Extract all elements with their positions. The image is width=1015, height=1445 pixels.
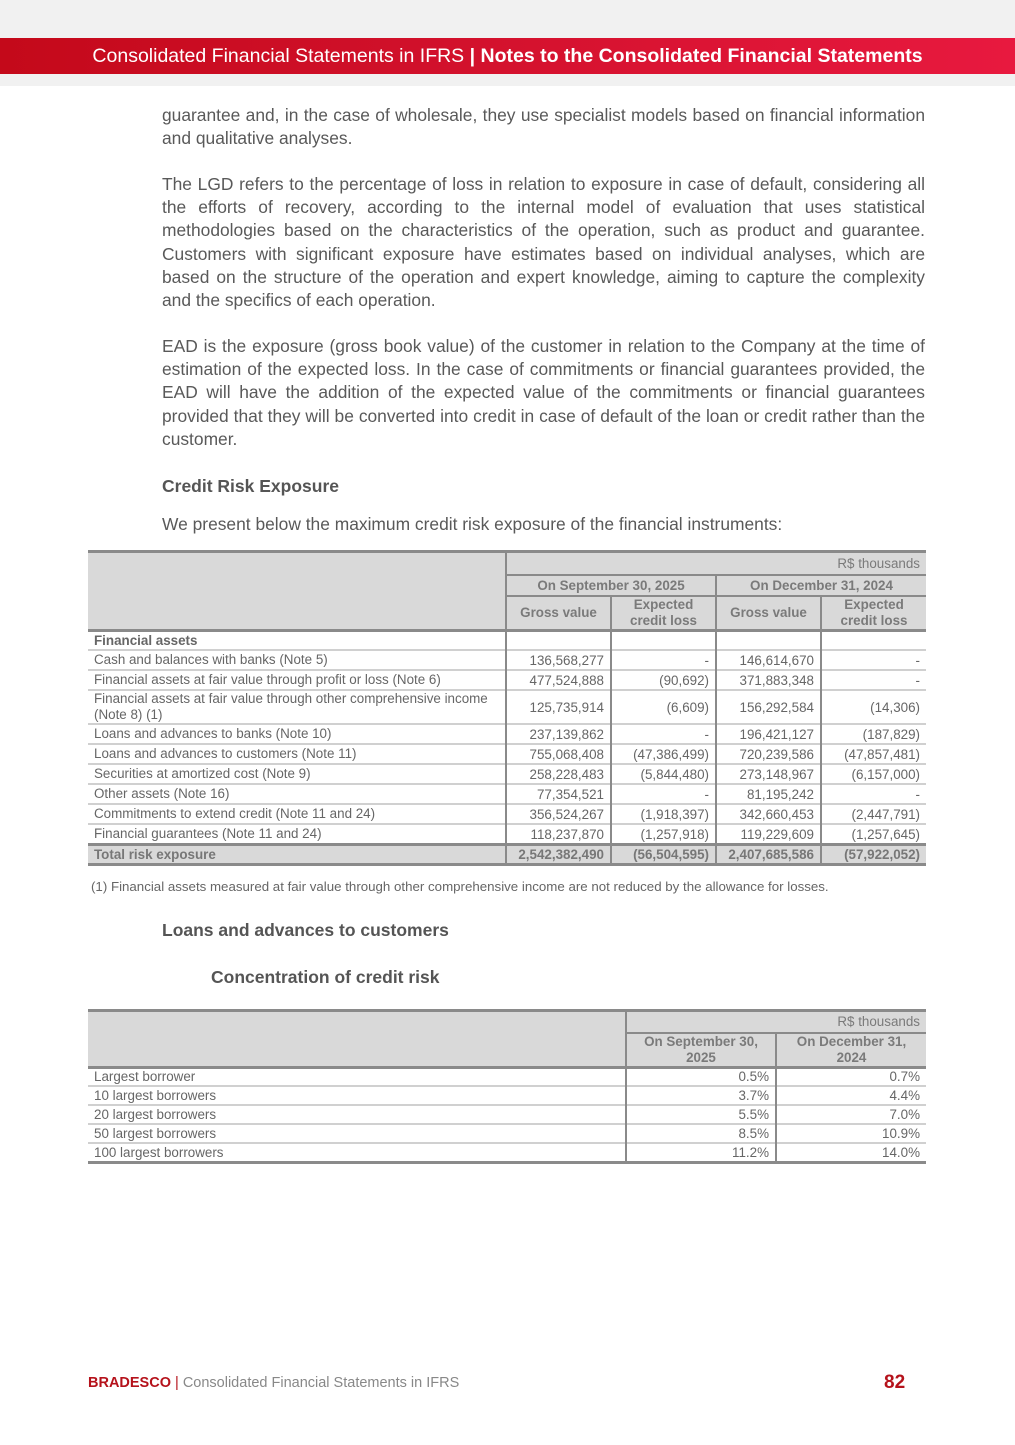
table-row [88, 670, 926, 690]
table-footnote: (1) Financial assets measured at fair value through other comprehensive income are not reduced by the allowance for losses. [91, 879, 829, 894]
paragraph-pd-models: guarantee and, in the case of wholesale, they use specialist models based on financial information and qualitative analyses. [162, 105, 925, 149]
gross-value-2024: 81,195,242 [716, 784, 821, 804]
row-label: Financial guarantees (Note 11 and 24) [88, 824, 506, 845]
unit-label: R$ thousands [626, 1011, 926, 1033]
table-row [88, 784, 926, 804]
page-top-margin [0, 0, 1015, 38]
share-sep-2025: 5.5% [626, 1105, 776, 1124]
ecl-2025: (90,692) [611, 670, 716, 690]
page-footer [88, 1375, 459, 1391]
total-row [88, 845, 926, 865]
ecl-2024: (47,857,481) [844, 746, 920, 762]
table-row [88, 764, 926, 784]
paragraph-ead: EAD is the exposure (gross book value) of the customer in relation to the Company at the time of estimation of the expected loss. In the case of commitments or financial guarantees provided, the EAD will have the addition of the expected value of the commitments or financial guarantees provided that they will be converted into credit in case of default of the loan or credit rather than the customer. [162, 336, 925, 449]
ecl-2025: - [611, 784, 716, 804]
period-header-dec-2024: On December 31, 2024 [776, 1033, 926, 1068]
total-gross-value-2025: 2,542,382,490 [506, 845, 611, 865]
footer-doc-title: Consolidated Financial Statements in IFRS [182, 1375, 460, 1391]
row-label: Cash and balances with banks (Note 5) [88, 650, 506, 670]
concentration-table [88, 1009, 926, 1164]
total-ecl-2024: (57,922,052) [821, 845, 926, 865]
gross-value-2024: 371,883,348 [716, 670, 821, 690]
header-separator: | [464, 45, 481, 67]
table-row [88, 1067, 926, 1086]
gross-value-2024: 196,421,127 [716, 724, 821, 744]
total-gross-value-2024: 2,407,685,586 [716, 845, 821, 865]
share-sep-2025: 8.5% [626, 1124, 776, 1143]
row-label: 20 largest borrowers [88, 1105, 626, 1124]
group-label: Financial assets [88, 630, 506, 650]
header-title: Notes to the Consolidated Financial Statements [480, 45, 923, 67]
ecl-2024: (14,306) [870, 699, 920, 715]
credit-risk-heading: Credit Risk Exposure [162, 476, 339, 496]
header-banner [0, 38, 1015, 74]
period-header-dec-2024: On December 31, 2024 [716, 575, 926, 596]
gross-value-2024: 273,148,967 [716, 764, 821, 784]
col-gross-value-2024: Gross value [716, 596, 821, 631]
ecl-2025: (1,257,918) [611, 824, 716, 845]
period-header-sep-2025: On September 30, 2025 [506, 575, 716, 596]
table-row [88, 1124, 926, 1143]
label-header-cell [88, 1011, 626, 1068]
gross-value-2025: 118,237,870 [506, 824, 611, 845]
col-ecl-2025: Expected credit loss [611, 596, 716, 631]
row-label: 50 largest borrowers [88, 1124, 626, 1143]
row-label: Financial assets at fair value through other comprehensive income (Note 8) (1) [88, 690, 506, 724]
gross-value-2025: 258,228,483 [506, 764, 611, 784]
ecl-2024: (1,257,645) [851, 826, 920, 842]
share-dec-2024: 0.7% [889, 1069, 920, 1085]
share-dec-2024: 7.0% [889, 1107, 920, 1122]
row-label: Loans and advances to banks (Note 10) [88, 724, 506, 744]
gross-value-2024: 342,660,453 [716, 804, 821, 824]
gross-value-2024: 119,229,609 [716, 824, 821, 845]
share-sep-2025: 3.7% [626, 1086, 776, 1105]
ecl-2024: (2,447,791) [851, 806, 920, 822]
share-dec-2024: 10.9% [882, 1126, 920, 1141]
row-label: 100 largest borrowers [88, 1143, 626, 1162]
ecl-2024: - [915, 672, 920, 688]
ecl-2025: - [611, 650, 716, 670]
gross-value-2024: 720,239,586 [716, 744, 821, 764]
row-label: Financial assets at fair value through profit or loss (Note 6) [88, 670, 506, 690]
ecl-2024: - [915, 786, 920, 802]
row-label: Loans and advances to customers (Note 11) [88, 744, 506, 764]
share-dec-2024: 4.4% [889, 1088, 920, 1103]
total-label: Total risk exposure [88, 845, 506, 865]
header-section: Consolidated Financial Statements in IFRS [92, 45, 465, 67]
gross-value-2025: 237,139,862 [506, 724, 611, 744]
period-header-sep-2025: On September 30, 2025 [626, 1033, 776, 1068]
header-divider [0, 74, 1015, 86]
table-row [88, 1086, 926, 1105]
gross-value-2025: 356,524,267 [506, 804, 611, 824]
ecl-2024: - [915, 652, 920, 668]
col-ecl-2024: Expected credit loss [821, 596, 926, 631]
page-number: 82 [884, 1372, 906, 1393]
footer-separator: | [175, 1375, 179, 1391]
share-dec-2024: 14.0% [882, 1144, 920, 1160]
row-label: Other assets (Note 16) [88, 784, 506, 804]
table-row [88, 650, 926, 670]
row-label: Largest borrower [88, 1067, 626, 1086]
table-row [88, 804, 926, 824]
share-sep-2025: 11.2% [626, 1143, 776, 1162]
row-label: Securities at amortized cost (Note 9) [88, 764, 506, 784]
gross-value-2024: 146,614,670 [716, 650, 821, 670]
label-header-cell [88, 552, 506, 631]
table-row [88, 1143, 926, 1162]
table-row [88, 690, 926, 724]
credit-risk-exposure-table [88, 550, 926, 866]
ecl-2024: (187,829) [862, 726, 920, 742]
table-row [88, 744, 926, 764]
col-gross-value-2025: Gross value [506, 596, 611, 631]
ecl-2025: (5,844,480) [611, 764, 716, 784]
table-row [88, 1105, 926, 1124]
credit-risk-intro: We present below the maximum credit risk exposure of the financial instruments: [162, 514, 783, 534]
row-label: 10 largest borrowers [88, 1086, 626, 1105]
loans-heading: Loans and advances to customers [162, 920, 449, 940]
ecl-2025: (47,386,499) [611, 744, 716, 764]
paragraph-lgd: The LGD refers to the percentage of loss in relation to exposure in case of default, considering all the efforts of recovery, according to the internal model of evaluation that uses statistical methodologies based on the characteristics of the operation, such as product and guarantee. Customers with significant exposure have estimates based on individual analyses, which are based on the structure of the operation and expert knowledge, aiming to capture the complexity and the specifics of each operation. [162, 174, 925, 311]
gross-value-2025: 77,354,521 [506, 784, 611, 804]
total-ecl-2025: (56,504,595) [611, 845, 716, 865]
unit-label: R$ thousands [506, 552, 926, 575]
gross-value-2025: 477,524,888 [506, 670, 611, 690]
table-row [88, 824, 926, 845]
ecl-2025: (6,609) [611, 690, 716, 724]
gross-value-2024: 156,292,584 [716, 690, 821, 724]
gross-value-2025: 755,068,408 [506, 744, 611, 764]
row-label: Commitments to extend credit (Note 11 and 24) [88, 804, 506, 824]
brand-logo-text: BRADESCO [88, 1375, 171, 1391]
share-sep-2025: 0.5% [626, 1067, 776, 1086]
concentration-heading: Concentration of credit risk [211, 967, 440, 987]
ecl-2025: - [611, 724, 716, 744]
gross-value-2025: 125,735,914 [506, 690, 611, 724]
ecl-2024: (6,157,000) [851, 766, 920, 782]
ecl-2025: (1,918,397) [611, 804, 716, 824]
table-row [88, 724, 926, 744]
gross-value-2025: 136,568,277 [506, 650, 611, 670]
group-row [88, 630, 926, 650]
